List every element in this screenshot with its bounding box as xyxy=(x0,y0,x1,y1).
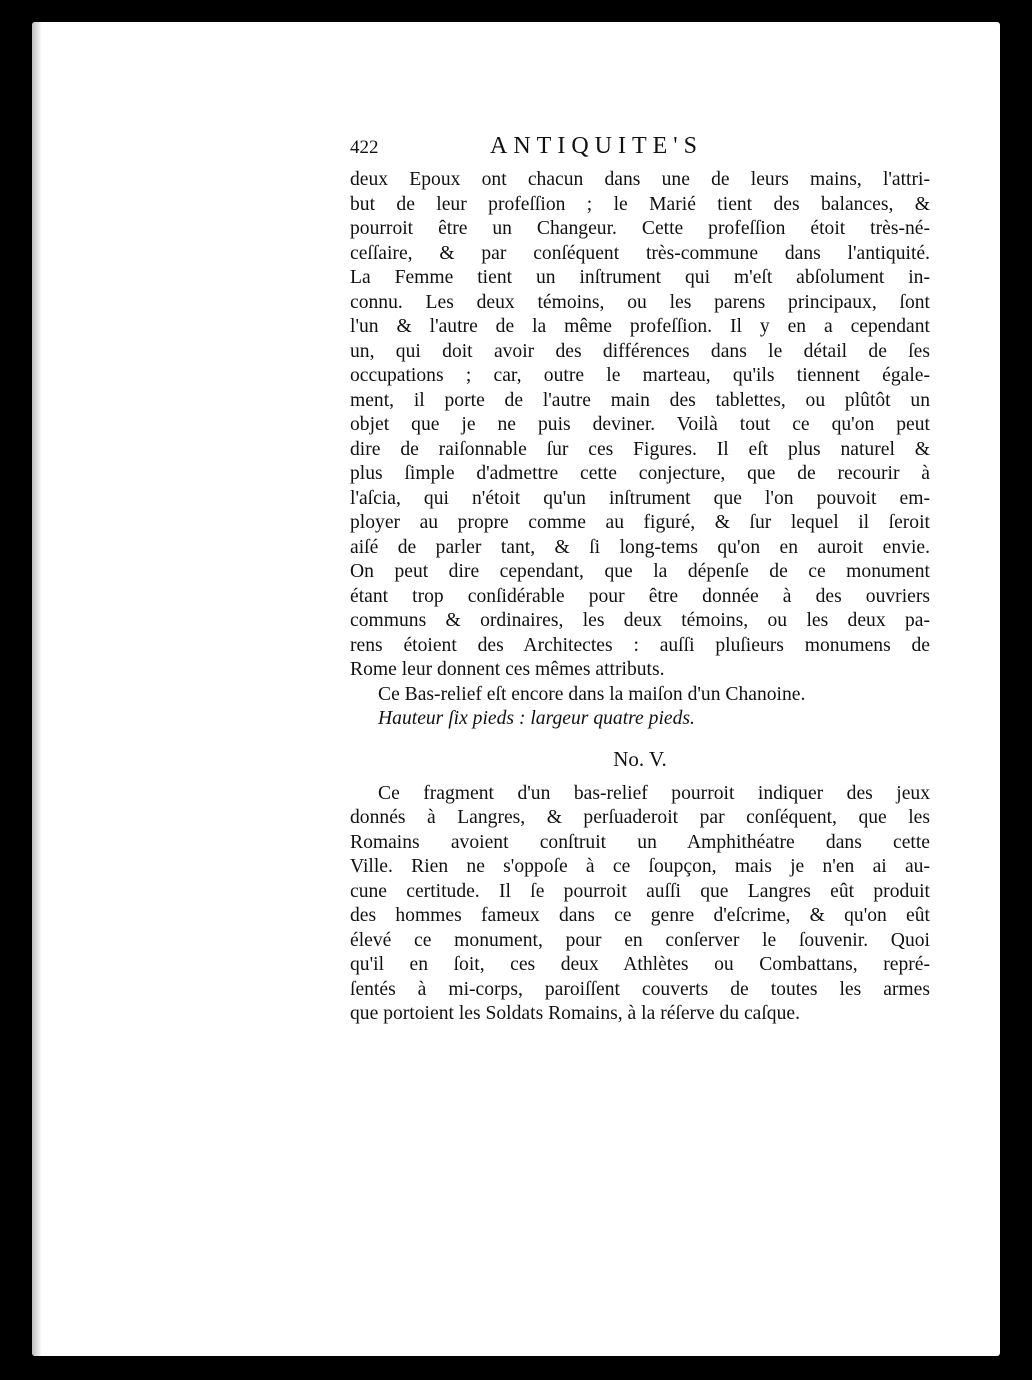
text-line: cune certitude. Il ſe pourroit auſſi que Langres eût produit xyxy=(350,880,930,902)
text-line: que portoient les Soldats Romains, à la réſerve du caſque. xyxy=(350,1003,800,1024)
paragraph-3 xyxy=(350,782,930,1027)
running-title: ANTIQUITE'S xyxy=(490,133,703,159)
paragraph-1 xyxy=(350,168,930,683)
text-block xyxy=(350,134,930,1027)
text-line: des hommes fameux dans ce genre d'eſcrime, & qu'on eût xyxy=(350,905,930,926)
text-line: l'aſcia, qui n'étoit qu'un inſtrument que l'on pouvoit em- xyxy=(350,487,930,509)
page-number: 422 xyxy=(350,137,379,158)
text-line: ſentés à mi-corps, paroiſſent couverts de toutes les armes xyxy=(350,978,930,1000)
text-line: rens étoient des Architectes : auſſi pluſieurs monumens de xyxy=(350,634,930,656)
paragraph-2: Ce Bas-relief eſt encore dans la maiſon d'un Chanoine. xyxy=(378,683,806,705)
text-line: Ville. Rien ne s'oppoſe à ce ſoupçon, mais je n'en ai au- xyxy=(350,856,930,877)
text-line: Rome leur donnent ces mêmes attributs. xyxy=(350,659,665,680)
text-line: connu. Les deux témoins, ou les parens principaux, ſont xyxy=(350,291,930,313)
text-line: ceſſaire, & par conſéquent très-commune dans l'antiquité. xyxy=(350,242,930,264)
section-heading: No. V. xyxy=(613,746,667,771)
page-gutter-shadow xyxy=(32,22,42,1356)
text-line: l'un & l'autre de la même profeſſion. Il y en a cependant xyxy=(350,316,930,337)
text-line: but de leur profeſſion ; le Marié tient des balances, & xyxy=(350,193,930,215)
running-head xyxy=(350,134,930,168)
text-line: communs & ordinaires, les deux témoins, ou les deux pa- xyxy=(350,610,930,631)
text-line: On peut dire cependant, que la dépenſe de ce monument xyxy=(350,561,930,582)
text-line: aiſé de parler tant, & ſi long-tems qu'on en auroit envie. xyxy=(350,536,930,558)
text-line: Romains avoient conſtruit un Amphithéatre dans cette xyxy=(350,831,930,853)
text-line: élevé ce monument, pour en conſerver le ſouvenir. Quoi xyxy=(350,929,930,951)
text-line: qu'il en ſoit, ces deux Athlètes ou Combattans, repré- xyxy=(350,954,930,975)
dimensions-note: Hauteur ſix pieds : largeur quatre pieds. xyxy=(378,708,695,729)
text-line: plus ſimple d'admettre cette conjecture, que de recourir à xyxy=(350,463,930,484)
text-line: ployer au propre comme au figuré, & ſur lequel il ſeroit xyxy=(350,512,930,533)
text-line: La Femme tient un inſtrument qui m'eſt abſolument in- xyxy=(350,267,930,288)
text-line: donnés à Langres, & perſuaderoit par conſéquent, que les xyxy=(350,807,930,828)
text-line: Ce fragment d'un bas-relief pourroit indiquer des jeux xyxy=(378,782,930,804)
text-line: dire de raiſonnable ſur ces Figures. Il eſt plus naturel & xyxy=(350,438,930,460)
text-line: objet que je ne puis deviner. Voilà tout ce qu'on peut xyxy=(350,414,930,435)
text-line: étant trop conſidérable pour être donnée à des ouvriers xyxy=(350,585,930,607)
text-line: deux Epoux ont chacun dans une de leurs mains, l'attri- xyxy=(350,169,930,190)
book-page xyxy=(32,22,1000,1356)
text-line: pourroit être un Changeur. Cette profeſſion étoit très-né- xyxy=(350,218,930,239)
text-line: ment, il porte de l'autre main des tablettes, ou plûtôt un xyxy=(350,389,930,411)
text-line: occupations ; car, outre le marteau, qu'ils tiennent égale- xyxy=(350,365,930,386)
text-line: un, qui doit avoir des différences dans le détail de ſes xyxy=(350,340,930,362)
